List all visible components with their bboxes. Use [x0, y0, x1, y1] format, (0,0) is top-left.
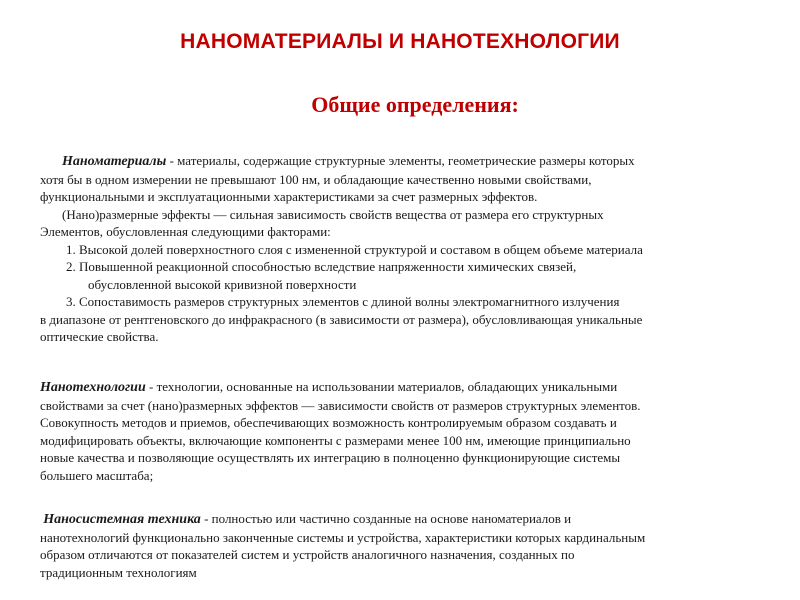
text-line: модифицировать объекты, включающие компоненты с размерами менее 100 нм, имеющие принципиально [40, 432, 631, 448]
text-line: Совокупность методов и приемов, обеспечивающих возможность контролируемым образом создавать и [40, 415, 617, 430]
nanosystems-definition [40, 510, 765, 581]
text-line: (Нано)размерные эффекты — сильная зависимость свойств вещества от размера его структурных [62, 206, 604, 222]
text-line: полностью или частично созданные на основе наноматериалов и [211, 511, 572, 526]
text-line: образом отличаются от показателей систем и устройств аналогичного назначения, созданных по [40, 547, 575, 562]
text-line: материалы, содержащие структурные элементы, геометрические размеры которых [177, 153, 635, 168]
nanotech-term: Нанотехнологии [40, 380, 146, 395]
text-line: технологии, основанные на использовании материалов, обладающих уникальными [156, 379, 618, 394]
list-item-continuation: обусловленной высокой кривизной поверхности [88, 276, 357, 292]
list-item: 2. Повышенной реакционной способностью вследствие напряженности химических связей, [66, 259, 577, 274]
text-line: хотя бы в одном измерении не превышают 100 нм, и обладающие качественно новыми свойствами, [40, 171, 592, 187]
text-line: нанотехнологий функционально законченные системы и устройства, характеристики которых кардинальным [40, 529, 646, 545]
text-line: традиционным технологиям [40, 564, 197, 580]
nanosystems-term: Наносистемная техника [43, 512, 201, 527]
term-dash: - [200, 511, 212, 526]
text-line: Элементов, обусловленная следующими факторами: [40, 224, 331, 239]
text-line: свойствами за счет (нано)размерных эффектов — зависимости свойств от размеров структурных элементов. [40, 397, 641, 413]
nanosystems-first-line [40, 510, 765, 529]
page-title: НАНОМАТЕРИАЛЫ И НАНОТЕХНОЛОГИИ [180, 30, 620, 53]
section-subtitle: Общие определения: [311, 92, 519, 117]
list-item: 1. Высокой долей поверхностного слоя с измененной структурой и составом в общем объеме материала [66, 241, 643, 257]
nanomaterials-term: Наноматериалы [62, 154, 167, 169]
nanomaterials-definition [40, 152, 765, 346]
term-dash: - [166, 153, 178, 168]
text-line: функциональными и эксплуатационными характеристиками за счет размерных эффектов. [40, 189, 538, 204]
nanotech-first-line [40, 378, 765, 397]
list-item: 3. Сопоставимость размеров структурных элементов с длиной волны электромагнитного излучения [66, 294, 620, 309]
text-line: новые качества и позволяющие осуществлять их интеграцию в полноценно функционирующие системы [40, 450, 621, 465]
list-item-continuation: в диапазоне от рентгеновского до инфракрасного (в зависимости от размера), обусловливающая уникальные [40, 311, 643, 327]
nanotechnologies-definition [40, 378, 765, 484]
nanomaterials-first-line [40, 152, 765, 171]
list-item-continuation: оптические свойства. [40, 329, 159, 344]
term-dash: - [145, 379, 157, 394]
text-line: большего масштаба; [40, 467, 154, 483]
